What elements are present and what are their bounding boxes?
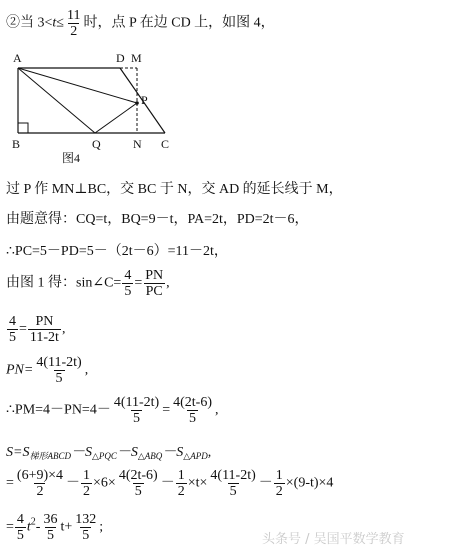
heading-suffix: 时，点 P 在边 CD 上，如图 4， — [83, 15, 275, 31]
step-area-expansion: = $\frac{(6+9)\times 4}{2}$ － $\frac{1}{2}$ ×6× $\frac{4(2t-6)}{5}$ － $\frac{1}{2}$ ×t× $\frac{4(11-2t)}{5}$ － $\frac{1}{2}$ ×(9-t)×4 — [6, 468, 334, 499]
step-area-formula: $S=S_{梯形ABCD}-S_{\triangle PQC}-S_{\triangle ABQ}-S_{\triangle APD}$, — [6, 445, 212, 461]
fraction: $\frac{4(2t-6)}{5}$ — [118, 468, 158, 499]
fraction: $\frac{4(2t-6)}{5}$ — [173, 395, 212, 426]
segment-AP — [18, 68, 137, 103]
step-proportion: $\frac{4}{5}$ = $\frac{PN}{11-2t}$ , — [9, 314, 66, 345]
label-C: C — [161, 137, 170, 151]
heading-fraction: $\frac{11}{2}$ — [66, 8, 81, 39]
watermark: 头条号 / 吴国平数学教育 — [262, 532, 405, 547]
step-area-result: = $\frac{4}{5}$ $t^2-$ $\frac{36}{5}$ t+ $\frac{132}{5}$ ; — [6, 512, 104, 543]
fraction: $\frac{4(11-2t)}{5}$ — [113, 395, 160, 426]
figure-caption: 图4 — [62, 151, 81, 165]
fraction: $\frac{4}{5}$ — [9, 314, 16, 345]
fraction: $\frac{4}{5}$ — [16, 512, 24, 543]
step-given: 由题意得：CQ=t，BQ=9－t，PA=2t，PD=2t－6， — [6, 212, 309, 227]
heading-le: ≤ — [56, 15, 64, 31]
fraction: $\frac{PN}{11-2t}$ — [29, 314, 59, 345]
case-heading — [6, 8, 275, 39]
step-pn: PN= $\frac{4(11-2t)}{5}$ , — [6, 355, 89, 386]
label-Q: Q — [92, 137, 101, 151]
fraction: $\frac{1}{2}$ — [177, 468, 185, 499]
fraction: $\frac{1}{2}$ — [275, 468, 283, 499]
label-M: M — [131, 51, 142, 65]
right-angle-mark — [18, 123, 28, 133]
step-construction: 过 P 作 MN⊥BC，交 BC 于 N，交 AD 的延长线于 M， — [6, 182, 343, 197]
fraction: $\frac{PN}{PC}$ — [145, 268, 164, 299]
fraction: $\frac{4}{5}$ — [124, 268, 132, 299]
label-P: P — [141, 93, 148, 107]
step-pm: ∴PM=4－PN=4－ $\frac{4(11-2t)}{5}$ = $\frac{4(2t-6)}{5}$ , — [6, 395, 219, 426]
label-B: B — [12, 137, 21, 151]
segment-AQ — [18, 68, 95, 133]
label-A: A — [13, 51, 22, 65]
figure-4 — [0, 48, 200, 168]
fraction: $\frac{36}{5}$ — [43, 512, 58, 543]
step-sin: 由图 1 得：sin∠C= $\frac{4}{5}$ = $\frac{PN}{PC}$ , — [6, 268, 170, 299]
point-P — [135, 101, 139, 105]
fraction: $\frac{(6+9)\times 4}{2}$ — [16, 468, 64, 499]
heading-prefix: ②当 3< — [6, 15, 53, 31]
label-N: N — [133, 137, 142, 151]
fraction: $\frac{4(11-2t)}{5}$ — [210, 468, 256, 499]
fraction: $\frac{132}{5}$ — [75, 512, 97, 543]
segment-QP — [95, 103, 137, 133]
heading-variable: t — [52, 15, 57, 31]
label-D: D — [116, 51, 125, 65]
fraction: $\frac{1}{2}$ — [83, 468, 91, 499]
fraction: $\frac{4(11-2t)}{5}$ — [36, 355, 82, 386]
step-pc: ∴PC=5－PD=5－（2t－6）=11－2t， — [6, 244, 228, 259]
